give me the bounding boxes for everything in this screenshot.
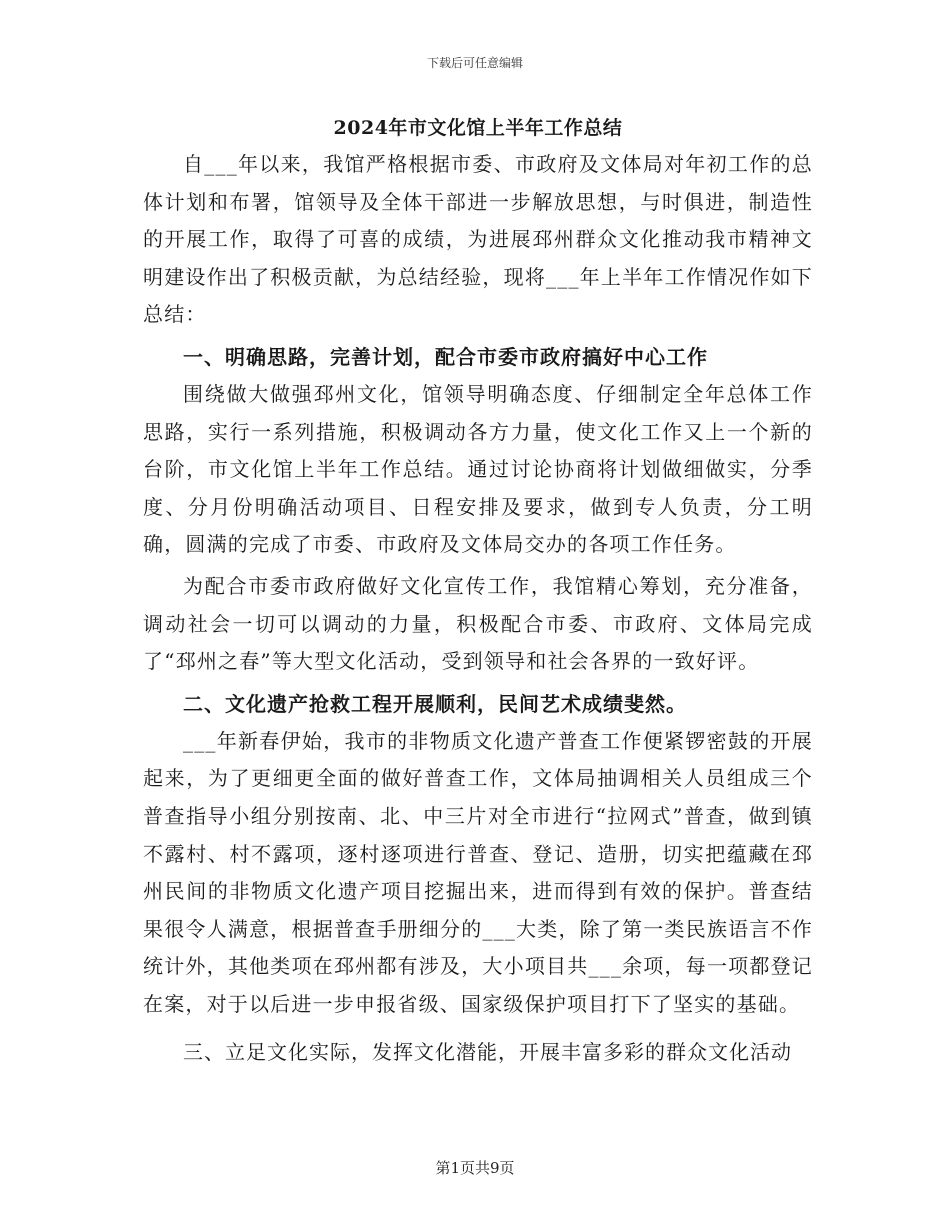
header-note: 下载后可任意编辑 bbox=[426, 56, 523, 70]
intro-paragraph: 自___年以来，我馆严格根据市委、市政府及文体局对年初工作的总体计划和布署，馆领导及全体干部进一步解放思想，与时俱进，制造性的开展工作，取得了可喜的成绩，为进展邳州群众文化推动我市精神文明建设作出了积极贡献，为总结经验，现将___年上半年工作情况作如下总结： bbox=[143, 152, 813, 327]
document-body bbox=[143, 110, 813, 1071]
document-title: 2024年市文化馆上半年工作总结 bbox=[333, 117, 623, 139]
section-1-paragraph-2: 为配合市委市政府做好文化宣传工作，我馆精心筹划，充分准备，调动社会一切可以调动的力量，积极配合市委、市政府、文体局完成了“邳州之春”等大型文化活动，受到领导和社会各界的一致好评。 bbox=[143, 573, 813, 674]
section-2-paragraph-1: ___年新春伊始，我市的非物质文化遗产普查工作便紧锣密鼓的开展起来，为了更细更全面的做好普查工作，文体局抽调相关人员组成三个普查指导小组分别按南、北、中三片对全市进行“拉网式”普查，做到镇不露村、村不露项，逐村逐项进行普查、登记、造册，切实把蕴藏在邳州民间的非物质文化遗产项目挖掘出来，进而得到有效的保护。普查结果很令人满意，根据普查手册细分的___大类，除了第一类民族语言不作统计外，其他类项在邳州都有涉及，大小项目共___余项，每一项都登记在案，对于以后进一步申报省级、国家级保护项目打下了坚实的基础。 bbox=[143, 728, 813, 1016]
section-3-heading: 三、立足文化实际，发挥文化潜能，开展丰富多彩的群众文化活动 bbox=[183, 1040, 792, 1065]
section-2-heading: 二、文化遗产抢救工程开展顺利，民间艺术成绩斐然。 bbox=[183, 691, 687, 716]
section-1-heading: 一、明确思路，完善计划，配合市委市政府搞好中心工作 bbox=[183, 344, 708, 369]
page-footer: 第1页共9页 bbox=[435, 1159, 515, 1177]
section-1-paragraph-1: 围绕做大做强邳州文化，馆领导明确态度、仔细制定全年总体工作思路，实行一系列措施，积极调动各方力量，使文化工作又上一个新的台阶，市文化馆上半年工作总结。通过讨论协商将计划做细做实，分季度、分月份明确活动项目、日程安排及要求，做到专人负责，分工明确，圆满的完成了市委、市政府及文体局交办的各项工作任务。 bbox=[143, 381, 813, 557]
